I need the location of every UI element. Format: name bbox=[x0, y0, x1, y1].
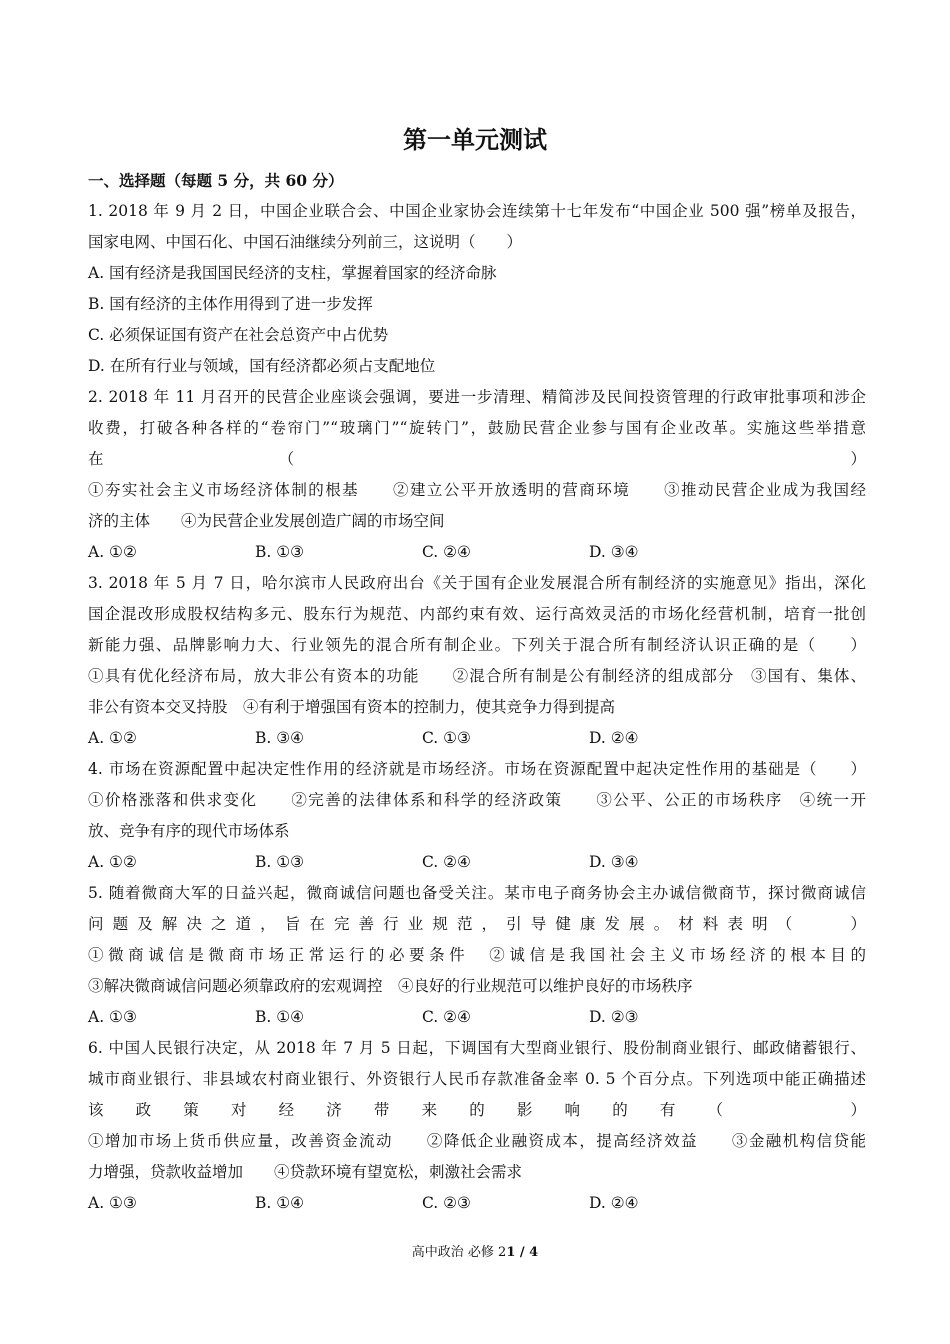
question-text-line: 国企混改形成股权结构多元、股东行为规范、内部约束有效、运行高效灵活的市场化经营机制，培育一批创 bbox=[88, 605, 866, 623]
answer-option: A. ①③ bbox=[88, 1194, 137, 1212]
answer-option: D. ③④ bbox=[589, 853, 639, 871]
answer-option: D. ③④ bbox=[589, 543, 639, 561]
answer-option: C. ②④ bbox=[422, 543, 471, 561]
question-text-line: 城市商业银行、非县域农村商业银行、外资银行人民币存款准备金率 0. 5 个百分点。下列选项中能正确描述 bbox=[88, 1070, 866, 1088]
answer-option: C. ②③ bbox=[422, 1194, 471, 1212]
question-text-line: 济的主体 ④为民营企业发展创造广阔的市场空间 bbox=[88, 512, 445, 530]
question-text-line: ①微商诚信是微商市场正常运行的必要条件 ②诚信是我国社会主义市场经济的根本目的 bbox=[88, 946, 866, 964]
question-text-line: ①价格涨落和供求变化 ②完善的法律体系和科学的经济政策 ③公平、公正的市场秩序 ④统一开 bbox=[88, 791, 866, 809]
answer-option: B. 国有经济的主体作用得到了进一步发挥 bbox=[88, 295, 373, 313]
question-4 bbox=[88, 754, 866, 878]
answer-option: B. ③④ bbox=[255, 729, 305, 747]
question-1 bbox=[88, 196, 866, 382]
question-2 bbox=[88, 382, 866, 568]
question-text-line: 问题及解决之道，旨在完善行业规范，引导健康发展。材料表明（ ） bbox=[88, 915, 866, 933]
question-text-line: 在（ ） bbox=[88, 450, 866, 468]
answer-option: A. ①② bbox=[88, 543, 137, 561]
question-text-line: 3. 2018 年 5 月 7 日，哈尔滨市人民政府出台《关于国有企业发展混合所有制经济的实施意见》指出，深化 bbox=[88, 574, 866, 592]
section-heading: 一、选择题（每题 5 分，共 60 分） bbox=[88, 171, 344, 190]
answer-option: B. ①③ bbox=[255, 853, 305, 871]
answer-option: A. ①② bbox=[88, 729, 137, 747]
answer-option: D. ②③ bbox=[589, 1008, 639, 1026]
answer-option: A. 国有经济是我国国民经济的支柱，掌握着国家的经济命脉 bbox=[88, 264, 497, 282]
question-text-line: ①夯实社会主义市场经济体制的根基 ②建立公平开放透明的营商环境 ③推动民营企业成为我国经 bbox=[88, 481, 866, 499]
question-3 bbox=[88, 568, 866, 754]
question-text-line: 2. 2018 年 11 月召开的民营企业座谈会强调，要进一步清理、精简涉及民间投资管理的行政审批事项和涉企 bbox=[88, 388, 866, 406]
question-text-line: 非公有资本交叉持股 ④有利于增强国有资本的控制力，使其竞争力得到提高 bbox=[88, 698, 616, 716]
question-text-line: 收费，打破各种各样的“卷帘门”“玻璃门”“旋转门”，鼓励民营企业参与国有企业改革。实施这些举措意 bbox=[88, 419, 866, 437]
answer-option: C. ②④ bbox=[422, 1008, 471, 1026]
question-text-line: ①增加市场上货币供应量，改善资金流动 ②降低企业融资成本，提高经济效益 ③金融机构信贷能 bbox=[88, 1132, 866, 1150]
question-text-line: 4. 市场在资源配置中起决定性作用的经济就是市场经济。市场在资源配置中起决定性作用的基础是（ ） bbox=[88, 760, 866, 778]
footer-subject: 高中政治 必修 2 bbox=[411, 1245, 507, 1260]
question-text-line: 力增强，贷款收益增加 ④贷款环境有望宽松，刺激社会需求 bbox=[88, 1163, 523, 1181]
question-text-line: 1. 2018 年 9 月 2 日，中国企业联合会、中国企业家协会连续第十七年发布“中国企业 500 强”榜单及报告， bbox=[88, 202, 866, 220]
answer-option: B. ①④ bbox=[255, 1194, 305, 1212]
question-list bbox=[88, 165, 866, 1219]
question-text-line: 放、竞争有序的现代市场体系 bbox=[88, 822, 290, 840]
answer-option: C. ②④ bbox=[422, 853, 471, 871]
answer-option: B. ①④ bbox=[255, 1008, 305, 1026]
answer-options-row bbox=[88, 537, 866, 568]
page-title: 第一单元测试 bbox=[403, 125, 547, 154]
answer-options-row bbox=[88, 723, 866, 754]
question-text-line: 国家电网、中国石化、中国石油继续分列前三，这说明（ ） bbox=[88, 233, 523, 251]
question-5 bbox=[88, 878, 866, 1033]
question-text-line: ①具有优化经济布局，放大非公有资本的功能 ②混合所有制是公有制经济的组成部分 ③国有、集体、 bbox=[88, 667, 866, 685]
page-footer bbox=[0, 1243, 950, 1263]
question-text-line: ③解决微商诚信问题必须靠政府的宏观调控 ④良好的行业规范可以维护良好的市场秩序 bbox=[88, 977, 693, 995]
answer-option: D. 在所有行业与领域，国有经济都必须占支配地位 bbox=[88, 357, 436, 375]
question-text-line: 6. 中国人民银行决定，从 2018 年 7 月 5 日起，下调国有大型商业银行、股份制商业银行、邮政储蓄银行、 bbox=[88, 1039, 866, 1057]
question-6 bbox=[88, 1033, 866, 1219]
footer-page-number: 1 / 4 bbox=[506, 1245, 539, 1260]
answer-option: A. ①② bbox=[88, 853, 137, 871]
answer-options-row bbox=[88, 847, 866, 878]
answer-options-row bbox=[88, 1002, 866, 1033]
answer-options-row bbox=[88, 1188, 866, 1219]
answer-option: B. ①③ bbox=[255, 543, 305, 561]
answer-option: C. 必须保证国有资产在社会总资产中占优势 bbox=[88, 326, 389, 344]
question-text-line: 5. 随着微商大军的日益兴起，微商诚信问题也备受关注。某市电子商务协会主办诚信微商节，探讨微商诚信 bbox=[88, 884, 866, 902]
answer-option: C. ①③ bbox=[422, 729, 471, 747]
answer-option: D. ②④ bbox=[589, 1194, 639, 1212]
answer-option: D. ②④ bbox=[589, 729, 639, 747]
question-text-line: 该政策对经济带来的影响的有（ ） bbox=[88, 1101, 866, 1119]
question-text-line: 新能力强、品牌影响力大、行业领先的混合所有制企业。下列关于混合所有制经济认识正确的是（ ） bbox=[88, 636, 866, 654]
answer-option: A. ①③ bbox=[88, 1008, 137, 1026]
